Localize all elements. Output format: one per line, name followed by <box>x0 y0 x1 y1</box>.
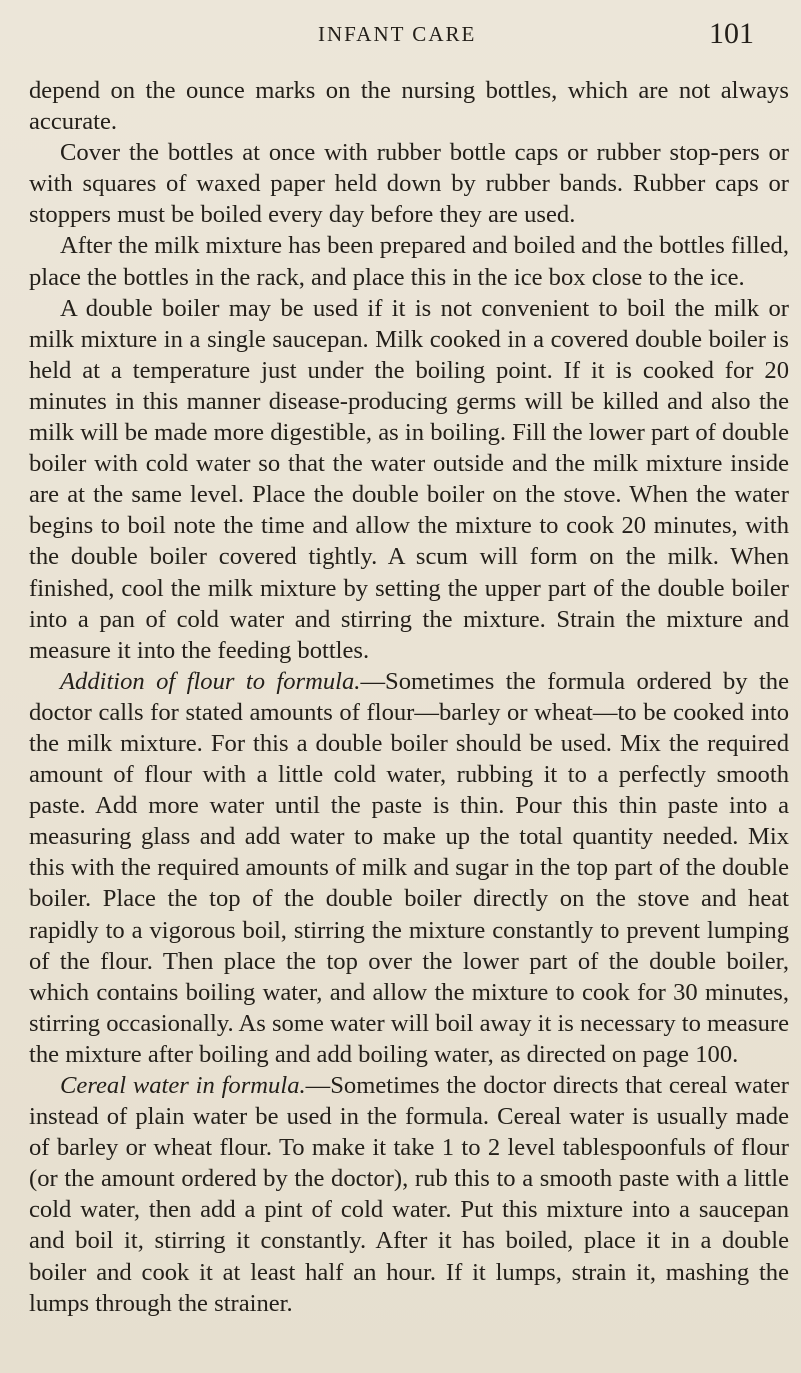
page-number: 101 <box>709 17 754 50</box>
running-title: INFANT CARE <box>318 22 477 46</box>
running-head <box>0 12 801 52</box>
paragraph <box>29 1070 789 1319</box>
paragraph <box>29 293 789 666</box>
paragraph-text: Cover the bottles at once with rubber bottle caps or rubber stop-pers or with squares of waxed paper held down by rubber bands. Rubber caps or stoppers must be boiled every day before they are used. <box>29 139 789 229</box>
paragraph <box>29 137 789 230</box>
paragraph-text: depend on the ounce marks on the nursing bottles, which are not always accurate. <box>29 77 789 136</box>
paragraph-text: —Sometimes the doctor directs that cereal water instead of plain water be used in the formula. Cereal water is usually made of barley or wheat flour. To make it take 1 to 2 level tablespoonfuls of flour (or the amount ordered by the doctor), rub this to a smooth paste with a little cold water, then add a pint of cold water. Put this mixture into a saucepan and boil it, stirring it constantly. After it has boiled, place it in a double boiler and cook it at least half an hour. If it lumps, strain it, mashing the lumps through the strainer. <box>29 1072 789 1317</box>
paragraph-text: —Sometimes the formula ordered by the doctor calls for stated amounts of flour—barley or wheat—to be cooked into the milk mixture. For this a double boiler should be used. Mix the required amount of flour with a little cold water, rubbing it to a perfectly smooth paste. Add more water until the paste is thin. Pour this thin paste into a measuring glass and add water to make up the total quantity needed. Mix this with the required amounts of milk and sugar in the top part of the double boiler. Place the top of the double boiler directly on the stove and heat rapidly to a vigorous boil, stirring the mixture constantly to prevent lumping of the flour. Then place the top over the lower part of the double boiler, which contains boiling water, and allow the mixture to cook for 30 minutes, stirring occasionally. As some water will boil away it is necessary to measure the mixture after boiling and add boiling water, as directed on page 100. <box>29 667 789 1068</box>
paragraph <box>29 666 789 1070</box>
paragraph <box>29 230 789 292</box>
paragraph <box>29 75 789 137</box>
section-run-in-heading: Addition of flour to formula. <box>60 667 361 695</box>
section-run-in-heading: Cereal water in formula. <box>60 1072 306 1099</box>
paragraph-text: After the milk mixture has been prepared and boiled and the bottles filled, place the bottles in the rack, and place this in the ice box close to the ice. <box>29 232 789 291</box>
paragraph-text: A double boiler may be used if it is not convenient to boil the milk or milk mixture in a single saucepan. Milk cooked in a covered double boiler is held at a temperature just under the boiling point. If it is cooked for 20 minutes in this manner disease-producing germs will be killed and also the milk will be made more digestible, as in boiling. Fill the lower part of double boiler with cold water so that the water outside and the milk mixture inside are at the same level. Place the double boiler on the stove. When the water begins to boil note the time and allow the mixture to cook 20 minutes, with the double boiler covered tightly. A scum will form on the milk. When finished, cool the milk mixture by setting the upper part of the double boiler into a pan of cold water and stirring the mixture. Strain the mixture and measure it into the feeding bottles. <box>29 294 789 664</box>
body-text <box>29 75 789 1319</box>
